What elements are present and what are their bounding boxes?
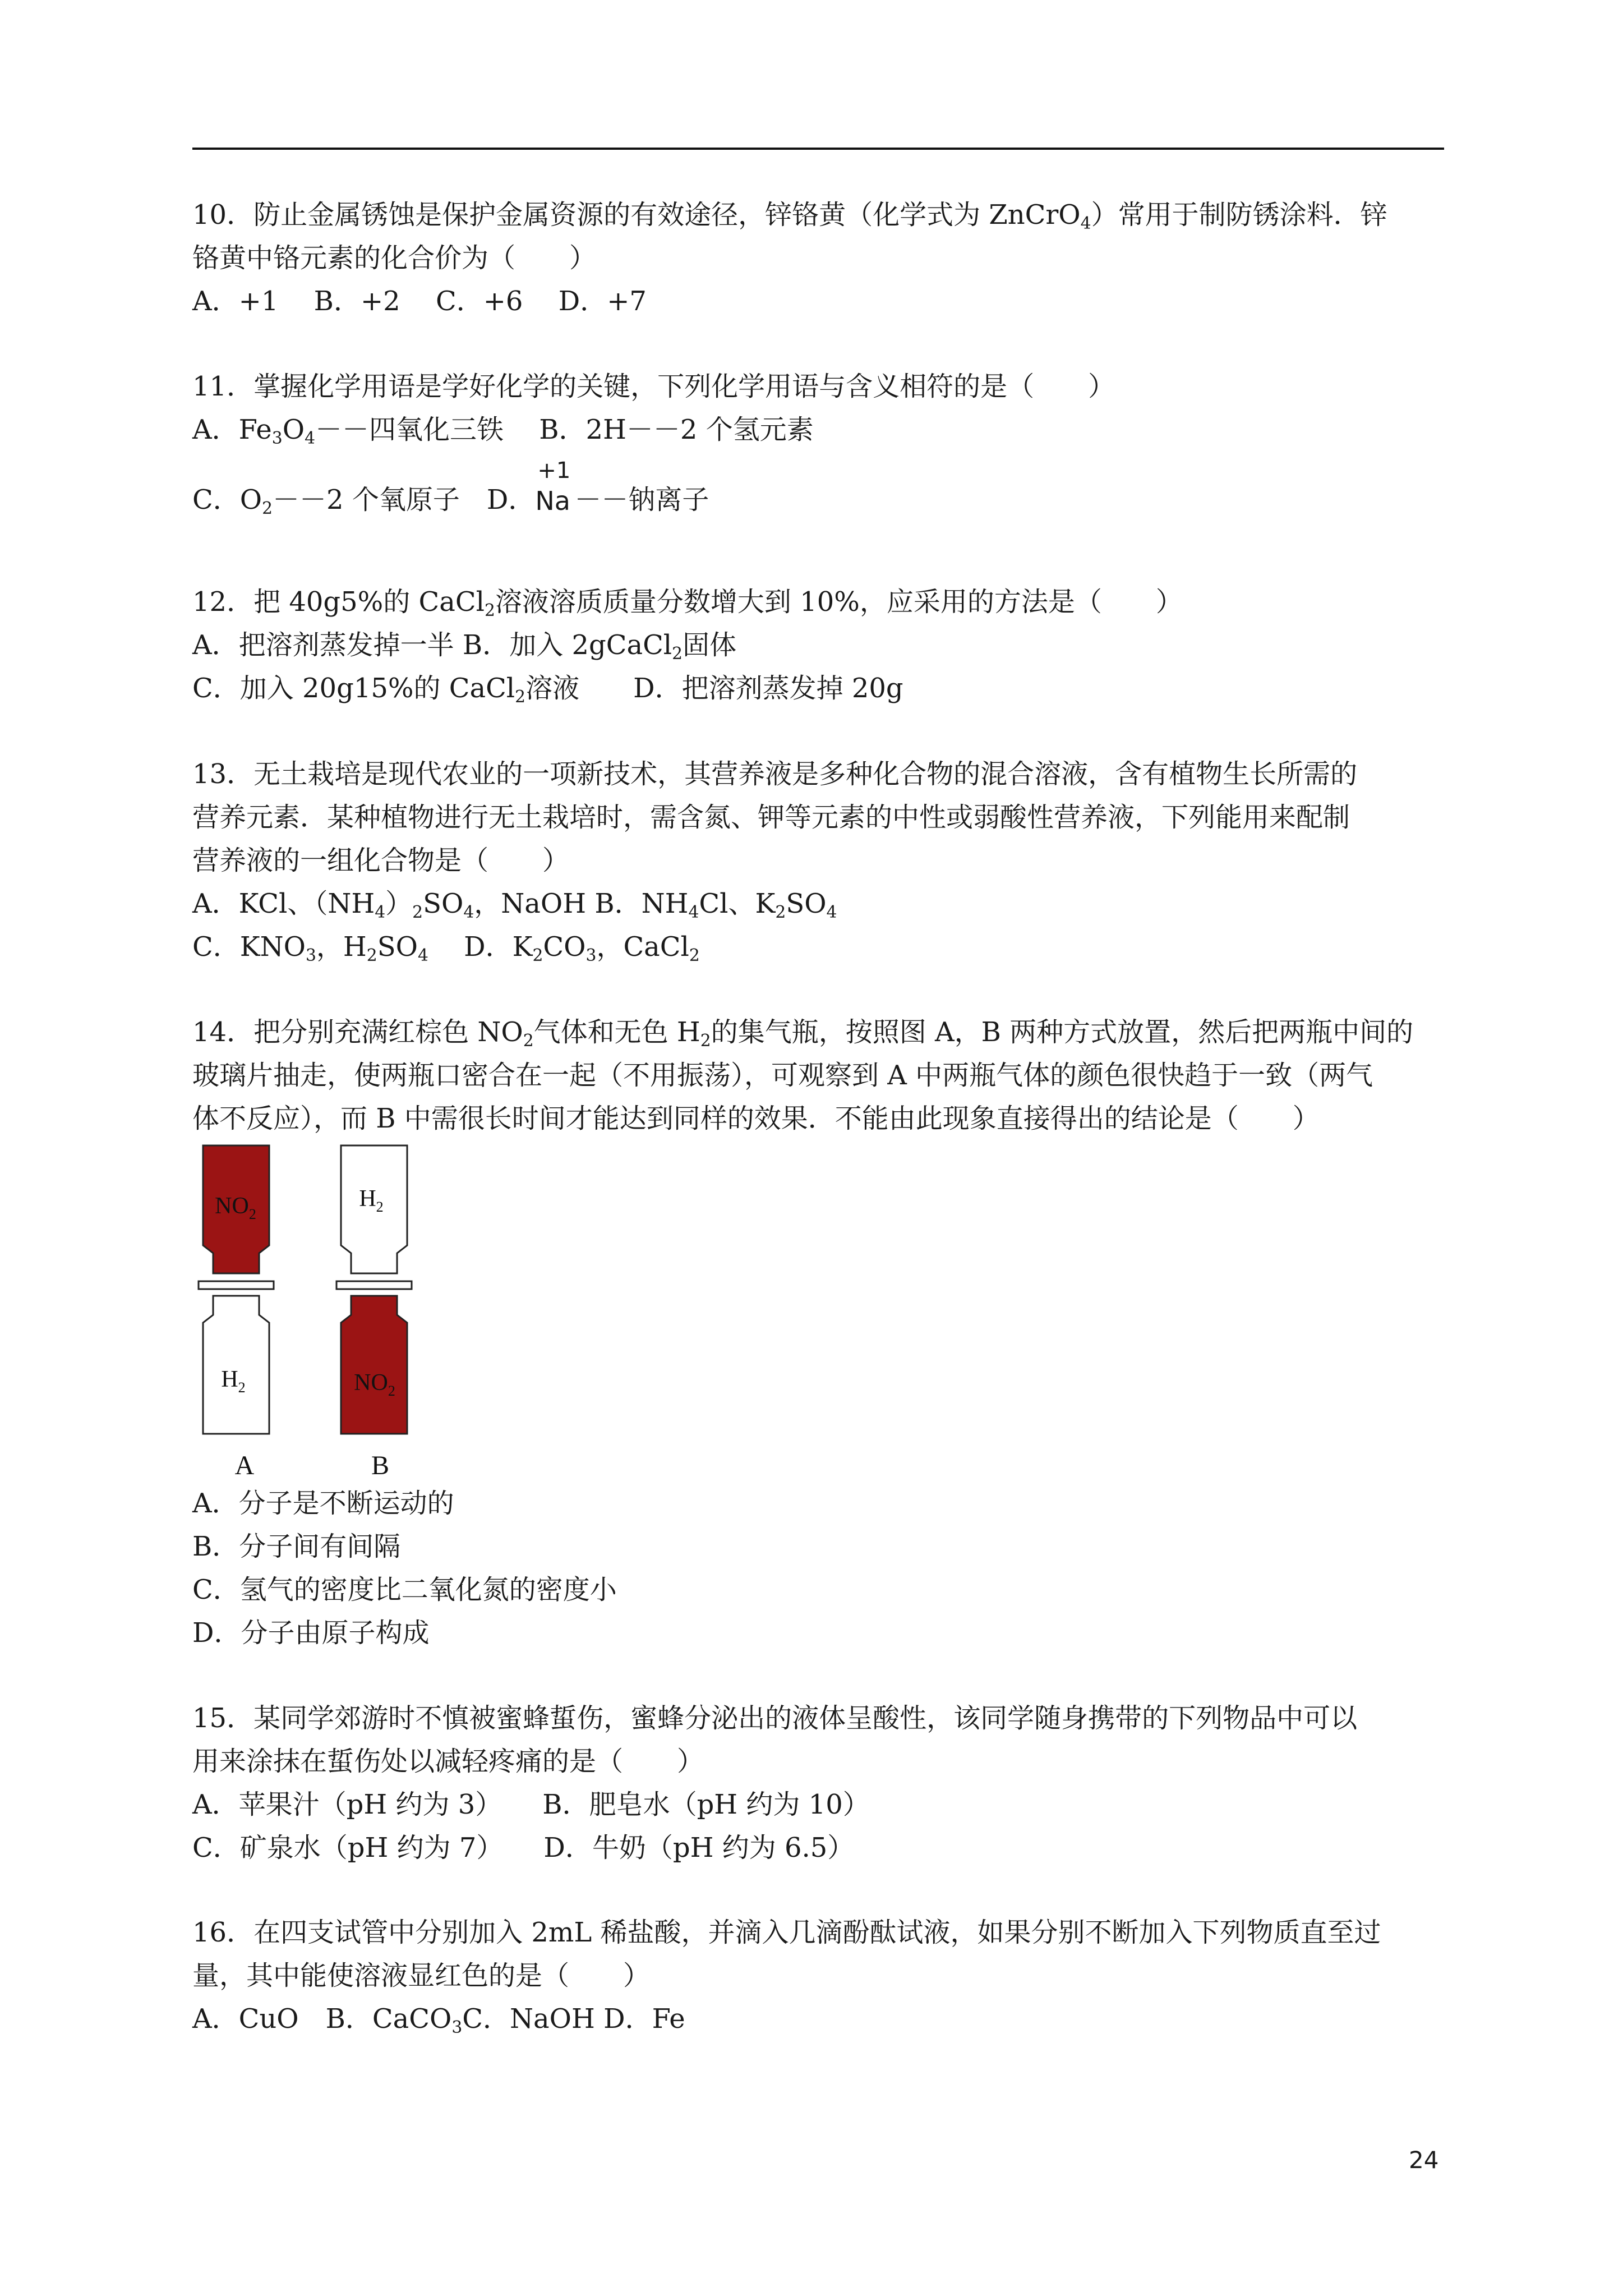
gas-jar-figure: [196, 1143, 432, 1480]
glass-plate-b: [336, 1281, 412, 1289]
q15-stem-line1: 15．某同学郊游时不慎被蜜蜂蜇伤，蜜蜂分泌出的液体呈酸性，该同学随身携带的下列物品中可以: [192, 1703, 1358, 1734]
q16-stem-line2: 量，其中能使溶液显红色的是（ ）: [192, 1960, 651, 1991]
q11-options-ab: A．$Fe_3O_4--$四氧化三铁 B．2H－－2 个氢元素: [192, 414, 814, 448]
jar-a-lower-h2: [203, 1296, 269, 1434]
q13-options-ab: A．KCl、$(NH_4)_2SO_4$，NaOH B．$NH_4Cl$、$K_2SO_4$: [192, 888, 837, 922]
jar-a-lower-label: $H_2$: [221, 1366, 246, 1396]
q11-options-cd: C．$O_2--2$ 个氧原子 D． +1 Na －－钠离子: [192, 458, 709, 518]
q16-options: A．CuO B．CaCO$_3$C．NaOH D．Fe: [192, 2003, 685, 2037]
q11-stem: 11．掌握化学用语是学好化学的关键，下列化学用语与含义相符的是（ ）: [192, 371, 1115, 402]
jar-b-lower-no2: [341, 1296, 407, 1434]
q14-stem-line3: 体不反应），而 B 中需很长时间才能达到同样的效果．不能由此现象直接得出的结论是（ ）: [192, 1103, 1320, 1134]
q13-stem-line1: 13．无土栽培是现代农业的一项新技术，其营养液是多种化合物的混合溶液，含有植物生长所需的: [192, 758, 1358, 790]
oxidation-state: +1: [537, 458, 571, 484]
q10-stem-line1: 10．防止金属锈蚀是保护金属资源的有效途径，锌铬黄（化学式为 ZnCrO$_4$）常用于制防锈涂料．锌: [192, 199, 1387, 233]
q10-options: A．+1 B．+2 C．+6 D．+7: [192, 286, 647, 317]
q14-option-d: D．分子由原子构成: [192, 1617, 430, 1649]
q14-stem-line2: 玻璃片抽走，使两瓶口密合在一起（不用振荡），可观察到 A 中两瓶气体的颜色很快趋于一致（两气: [192, 1060, 1373, 1091]
header-rule: [192, 148, 1444, 150]
q14-option-c: C．氢气的密度比二氧化氮的密度小: [192, 1574, 617, 1605]
setup-a-label: A: [234, 1451, 255, 1480]
q16-stem-line1: 16．在四支试管中分别加入 2mL 稀盐酸，并滴入几滴酚酞试液，如果分别不断加入下列物质直至过: [192, 1917, 1381, 1948]
jar-b-lower-label: $NO_2$: [354, 1370, 395, 1399]
q15-options-cd: C．矿泉水（pH 约为 7） D．牛奶（pH 约为 6.5）: [192, 1832, 855, 1864]
q13-stem-line3: 营养液的一组化合物是（ ）: [192, 845, 570, 876]
gas-jars-diagram: [196, 1143, 432, 1480]
sodium-oxidation-notation: [535, 458, 574, 517]
q12-options-cd: C．加入 20g15%的 CaCl$_2$溶液 D．把溶剂蒸发掉 20g: [192, 673, 903, 707]
page-number: 24: [1409, 2146, 1439, 2174]
setup-b-label: B: [371, 1451, 390, 1480]
q14-stem-line1: 14．把分别充满红棕色 $NO_2$气体和无色 $H_2$的集气瓶，按照图 A，B 两种方式放置，然后把两瓶中间的: [192, 1016, 1414, 1051]
q14-option-a: A．分子是不断运动的: [192, 1488, 454, 1519]
q10-stem-line2: 铬黄中铬元素的化合价为（ ）: [192, 242, 597, 274]
setup-b: [336, 1145, 412, 1480]
q15-stem-line2: 用来涂抹在蜇伤处以减轻疼痛的是（ ）: [192, 1746, 704, 1777]
jar-b-upper-label: $H_2$: [359, 1186, 384, 1215]
jar-a-upper-label: $NO_2$: [215, 1193, 256, 1222]
q12-stem: 12．把 40g5%的 CaCl$_2$溶液溶质质量分数增大到 10%，应采用的方法是（ ）: [192, 586, 1183, 620]
q13-options-cd: C．$KNO_3$，$H_2SO_4$ D．$K_2CO_3$，CaCl$_2$: [192, 931, 700, 965]
element-symbol: Na: [535, 486, 570, 516]
q15-options-ab: A．苹果汁（pH 约为 3） B．肥皂水（pH 约为 10）: [192, 1789, 870, 1820]
q13-stem-line2: 营养元素．某种植物进行无土栽培时，需含氮、钾等元素的中性或弱酸性营养液，下列能用来配制: [192, 802, 1350, 833]
glass-plate-a: [199, 1281, 274, 1289]
q14-option-b: B．分子间有间隔: [192, 1531, 401, 1562]
setup-a: [199, 1145, 274, 1480]
q12-options-ab: A．把溶剂蒸发掉一半 B．加入 2gCaCl$_2$固体: [192, 629, 737, 664]
